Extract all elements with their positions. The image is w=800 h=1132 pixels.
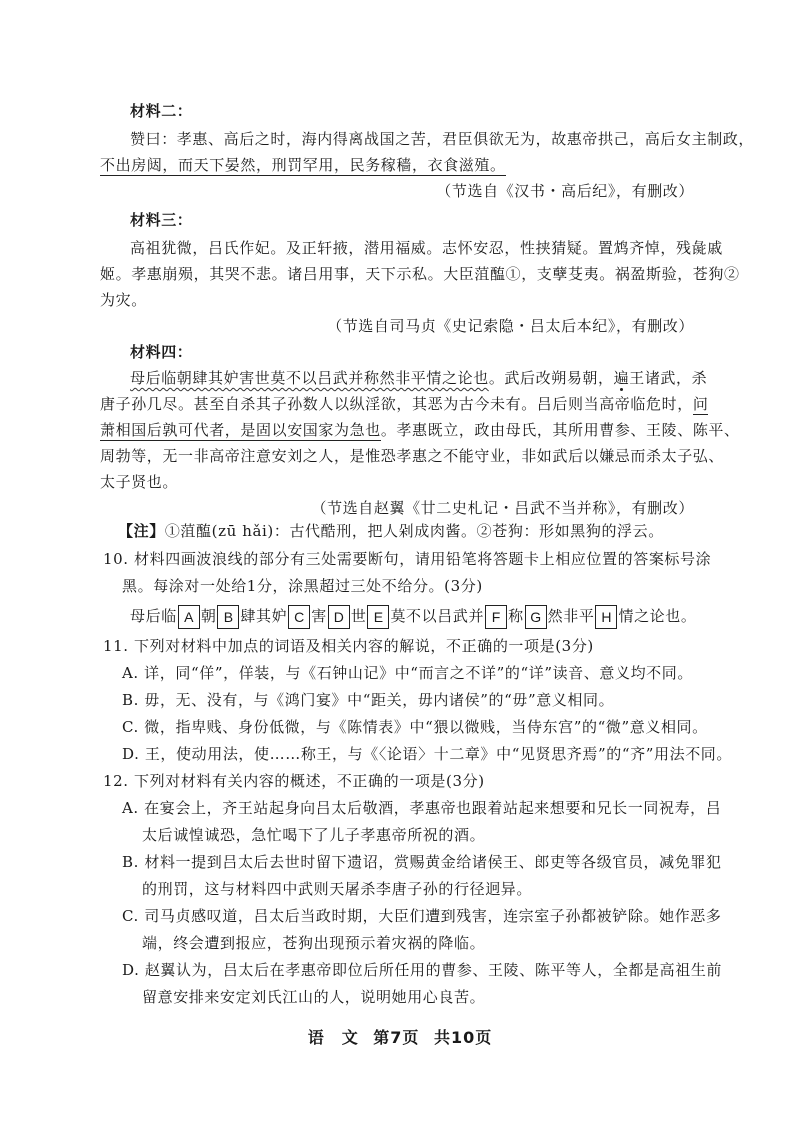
q11-option-b: B. 毋，无、没有，与《鸿门宴》中“距关，毋内诸侯”的“毋”意义相同。 [122, 691, 615, 709]
q12-option-a-line2: 太后诚惶诚恐，急忙喝下了儿子孝惠帝所祝的酒。 [142, 826, 486, 844]
material4-line1 [130, 366, 707, 390]
q10-segment: 然非平 [547, 607, 595, 625]
footer-page-number: 第7页 [373, 1028, 420, 1047]
q10-stem-line1: 10. 材料四画波浪线的部分有三处需要断句，请用铅笔将答题卡上相应位置的答案标号涂 [103, 550, 712, 568]
footnote-tag: 【注】 [118, 522, 165, 540]
material4-line3 [100, 418, 740, 442]
material4-line2-text: 唐子孙几尽。甚至自杀其子孙数人以纵淫欲，其恶为古今未有。吕后则当高帝临危时， [100, 395, 693, 413]
q10-segment: 情之论也。 [618, 607, 697, 625]
footer-total-pages: 共10页 [434, 1028, 493, 1047]
material4-line2 [100, 392, 708, 416]
q12-stem: 12. 下列对材料有关内容的概述，不正确的一项是(3分) [103, 772, 485, 790]
q10-option-h[interactable]: H [595, 605, 617, 629]
material2-underlined-text: 不出房闼，而天下晏然，刑罚罕用，民务稼穑，衣食滋殖。 [100, 156, 506, 174]
material4-line3-text: 。孝惠既立，政由母氏，其所用曹参、王陵、陈平、 [380, 421, 740, 439]
q10-stem-line2: 黑。每涂对一处给1分，涂黑超过三处不给分。(3分) [122, 577, 483, 595]
q12-option-c-line1: C. 司马贞感叹道，吕太后当政时期，大臣们遭到残害，连宗室子孙都被铲除。她作恶多 [122, 907, 722, 925]
material2-line1: 赞曰：孝惠、高后之时，海内得离战国之苦，君臣俱欲无为，故惠帝拱己，高后女主制政， [130, 130, 755, 148]
q12-option-b-line2: 的刑罚，这与材料四中武则天屠杀李唐子孙的行径迥异。 [142, 880, 533, 898]
material2-line2 [100, 153, 506, 177]
q10-segment: 害 [311, 607, 327, 625]
material3-line1: 高祖犹微，吕氏作妃。及正轩掖，潜用福威。志怀安忍，性挟猜疑。置鸩齐悼，残彘戚 [130, 239, 723, 257]
q10-option-g[interactable]: G [525, 605, 547, 629]
material4-source: （节选自赵翼《廿二史札记・吕武不当并称》，有删改） [311, 499, 694, 517]
material2-heading: 材料二： [130, 102, 193, 120]
material3-line3: 为灾。 [100, 291, 147, 309]
q12-option-a-line1: A. 在宴会上，齐王站起身向吕太后敬酒，孝惠帝也跟着站起来想要和兄长一同祝寿，吕 [122, 799, 722, 817]
q10-segment: 莫不以吕武并 [390, 607, 485, 625]
q10-sentence [130, 602, 697, 630]
q10-option-b[interactable]: B [217, 605, 239, 629]
q11-option-d: D. 王，使动用法，使……称王，与《〈论语〉十二章》中“见贤思齐焉”的“齐”用法不同。 [122, 745, 733, 763]
dotted-character: 遍 [613, 369, 630, 387]
q11-option-c: C. 微，指卑贱、身份低微，与《陈情表》中“猥以微贱，当侍东宫”的“微”意义相同。 [122, 718, 708, 736]
material2-source: （节选自《汉书・高后纪》，有删改） [436, 182, 694, 200]
material3-source: （节选自司马贞《史记索隐・吕太后本纪》，有删改） [327, 317, 694, 335]
q10-option-d[interactable]: D [328, 605, 350, 629]
material4-line5: 太子贤也。 [100, 473, 179, 491]
q12-option-b-line1: B. 材料一提到吕太后去世时留下遗诏，赏赐黄金给诸侯王、郎吏等各级官员，减免罪犯 [122, 853, 722, 871]
material4-underlined-text: 问 [692, 395, 709, 413]
q10-segment: 称 [508, 607, 524, 625]
footer-subject: 语 文 [307, 1028, 359, 1047]
footnote-text: ①菹醢(zū hǎi)：古代酷刑，把人剁成肉酱。②苍狗：形如黑狗的浮云。 [164, 522, 664, 540]
q12-option-c-line2: 端，终会遭到报应，苍狗出现预示着灾祸的降临。 [142, 934, 486, 952]
q10-option-a[interactable]: A [178, 605, 200, 629]
material4-line1-text-a: 。武后改朔易朝， [488, 369, 614, 387]
q10-segment: 世 [350, 607, 367, 625]
q11-stem: 11. 下列对材料中加点的词语及相关内容的解说，不正确的一项是(3分) [103, 637, 594, 655]
material3-heading: 材料三： [130, 211, 193, 229]
material4-line4: 周勃等，无一非高帝注意安刘之人，是惟恐孝惠之不能守业，非如武后以嫌忌而杀太子弘、 [100, 447, 725, 465]
page-footer [0, 1025, 800, 1048]
q10-segment: 肆其妒 [240, 607, 288, 625]
q12-option-d-line2: 留意安排来安定刘氏江山的人，说明她用心良苦。 [142, 988, 486, 1006]
material4-line1-text-b: 王诸武，杀 [629, 369, 708, 387]
footnote [118, 519, 664, 543]
q10-segment: 朝 [200, 607, 217, 625]
material4-heading: 材料四： [130, 343, 193, 361]
q10-option-e[interactable]: E [367, 605, 389, 629]
q11-option-a: A. 详，同“佯”，佯装，与《石钟山记》中“而言之不详”的“详”读音、意义均不同。 [122, 664, 693, 682]
material4-wavy-text: 母后临朝肆其妒害世莫不以吕武并称然非平情之论也 [130, 369, 489, 387]
material4-underlined-text-2: 萧相国后孰可代者，是固以安国家为急也 [100, 421, 381, 439]
q12-option-d-line1: D. 赵翼认为，吕太后在孝惠帝即位后所任用的曹参、王陵、陈平等人，全都是高祖生前 [122, 961, 723, 979]
q10-option-c[interactable]: C [288, 605, 310, 629]
material3-line2: 姬。孝惠崩殒，其哭不悲。诸吕用事，天下示私。大臣菹醢①，支孽芟夷。祸盈斯验，苍狗② [100, 265, 740, 283]
q10-option-f[interactable]: F [485, 605, 507, 629]
q10-segment: 母后临 [130, 607, 177, 625]
